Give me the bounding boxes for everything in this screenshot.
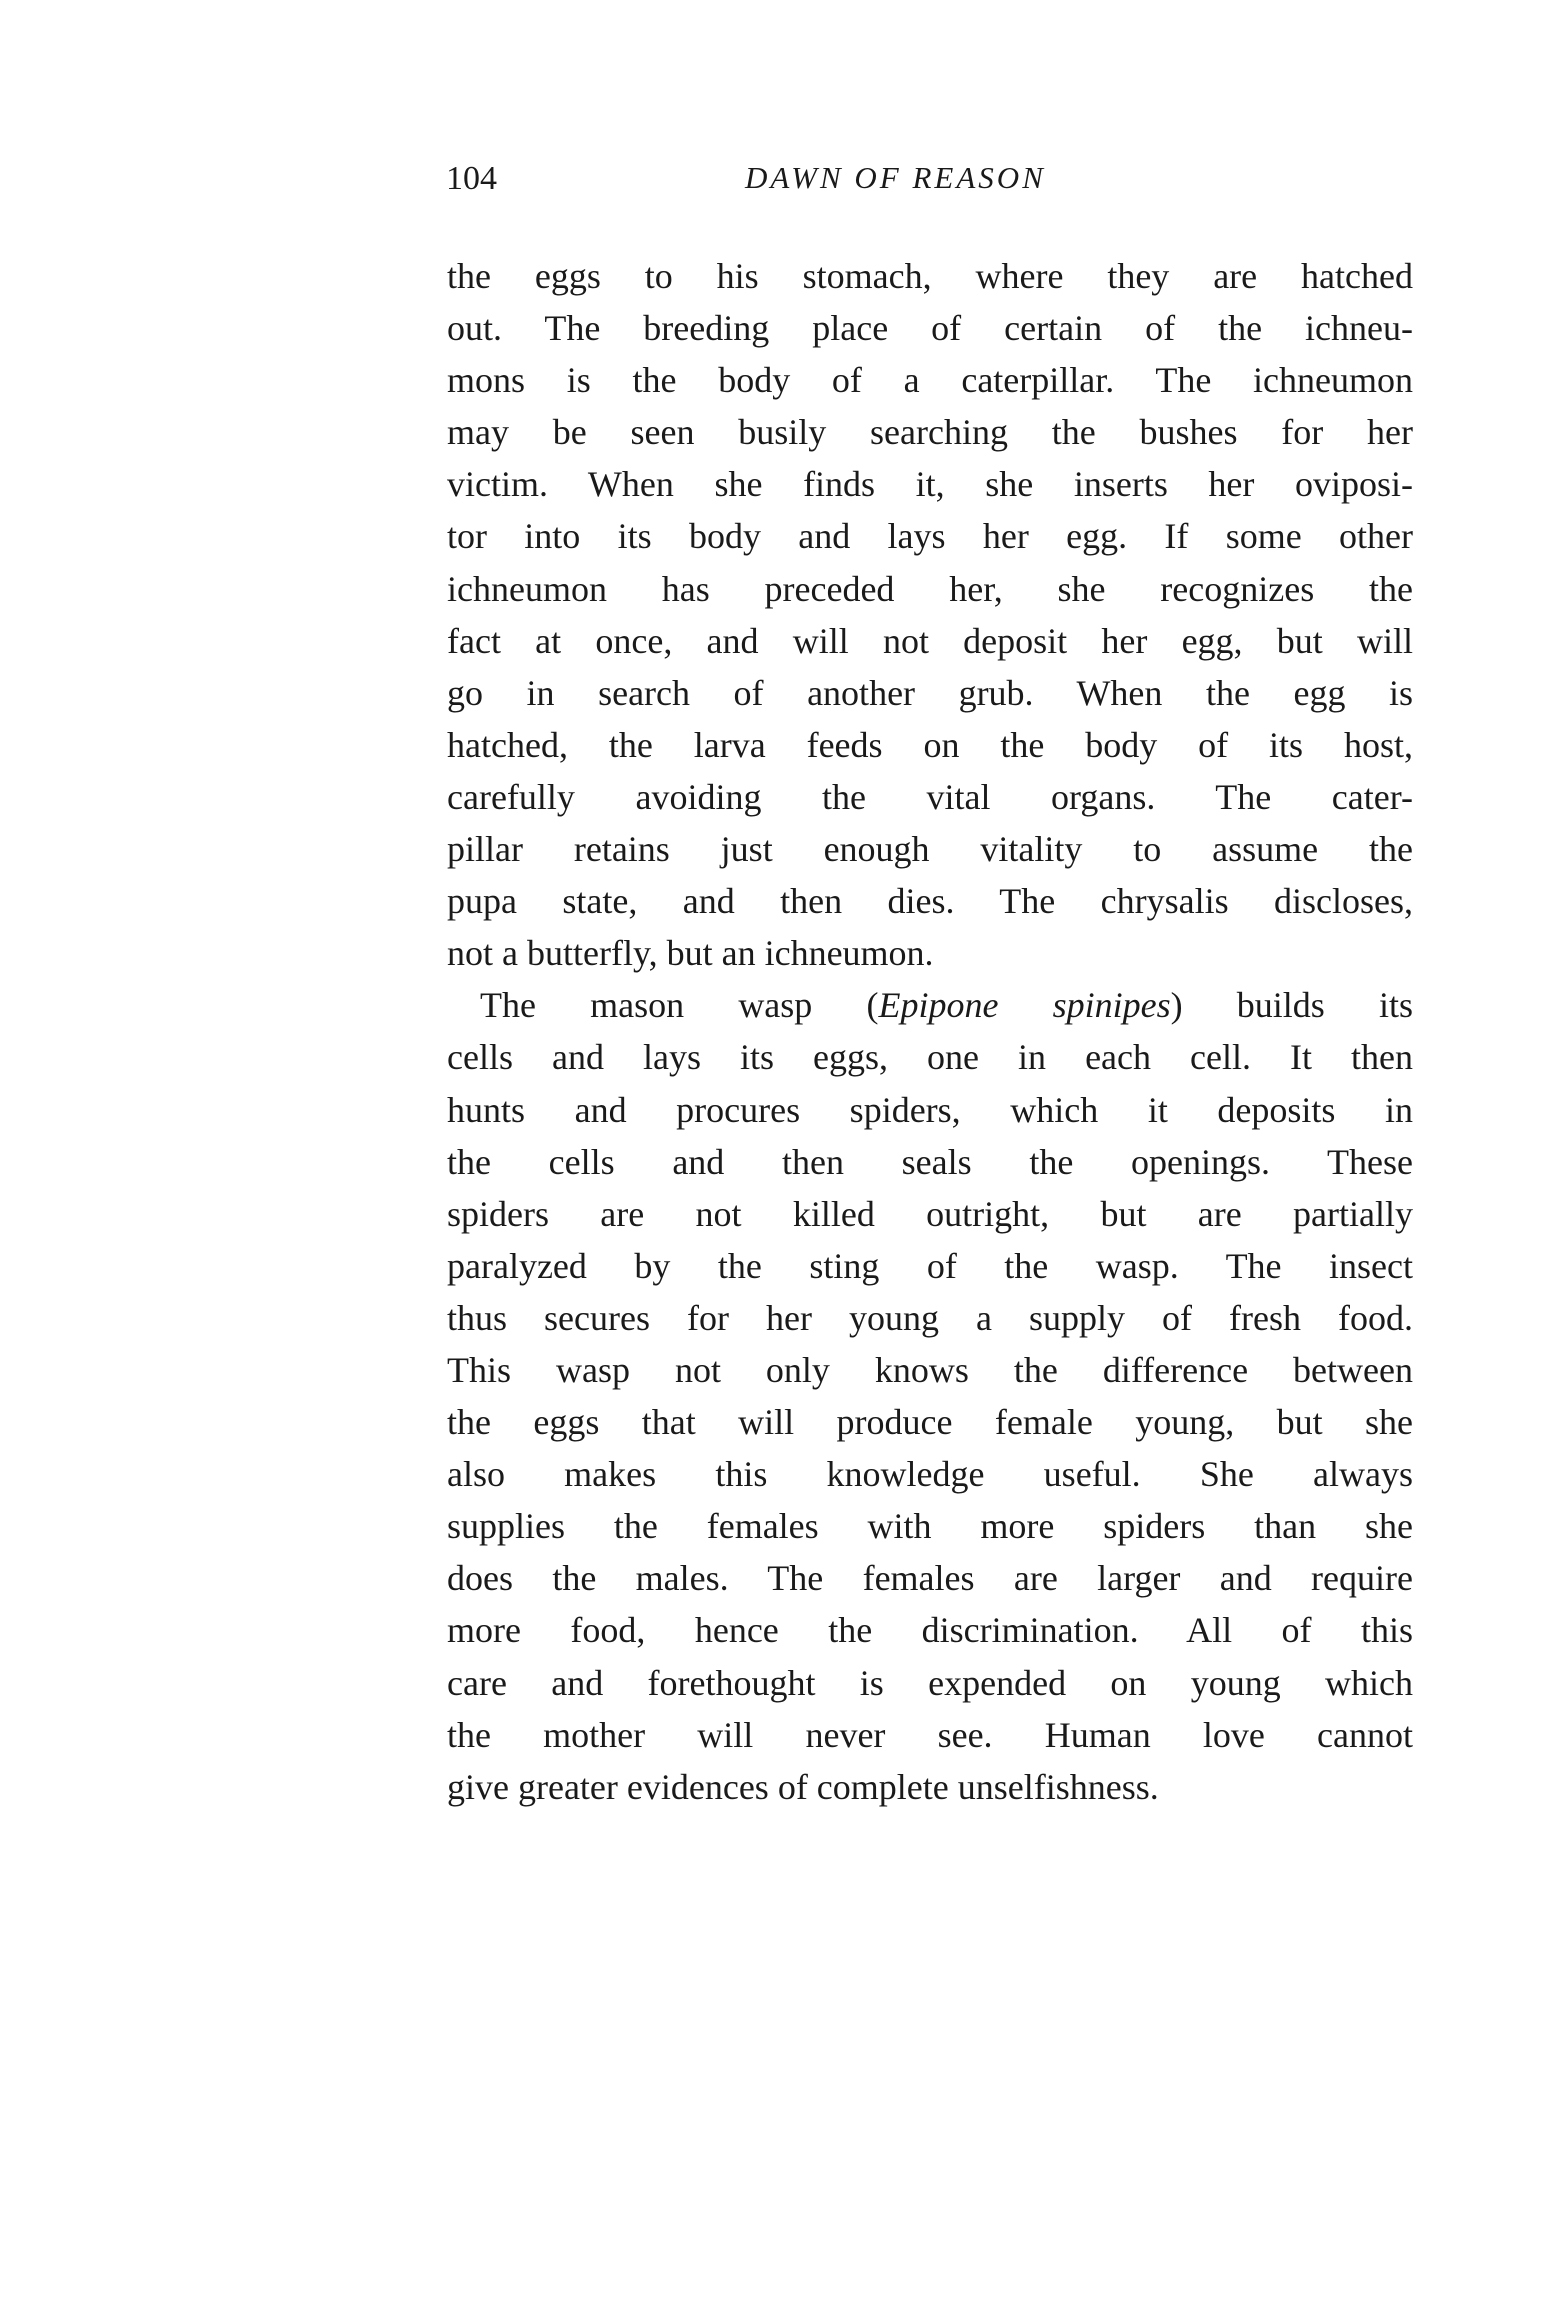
text-line: more food, hence the discrimination. All of this [447,1610,1413,1651]
paragraph-2 [447,979,1413,1813]
text-line: fact at once, and will not deposit her egg, but will [447,620,1413,661]
text-segment: The mason wasp ( [480,985,879,1026]
text-line: cells and lays its eggs, one in each cell. It then [447,1037,1413,1078]
running-title: DAWN OF REASON [745,160,1046,195]
text-line: the eggs to his stomach, where they are hatched [447,256,1413,296]
text-line: pillar retains just enough vitality to assume the [447,829,1413,870]
text-line: pupa state, and then dies. The chrysalis discloses, [447,881,1413,922]
text-line: hunts and procures spiders, which it deposits in [447,1089,1413,1130]
paragraph-1 [447,250,1413,979]
text-line: thus secures for her young a supply of fresh food. [447,1297,1413,1338]
text-line: supplies the females with more spiders than she [447,1506,1413,1547]
text-line: ichneumon has preceded her, she recognizes the [447,568,1413,609]
text-line: also makes this knowledge useful. She always [447,1454,1413,1495]
text-line: hatched, the larva feeds on the body of its host, [447,724,1413,765]
text-line: out. The breeding place of certain of the ichneu- [447,308,1413,349]
species-name: Epipone spinipes [878,985,1171,1026]
text-line: victim. When she finds it, she inserts her oviposi- [447,464,1413,505]
body-text [447,250,1413,1813]
text-line: paralyzed by the sting of the wasp. The insect [447,1245,1413,1286]
text-line: the cells and then seals the openings. These [447,1141,1413,1182]
text-line: spiders are not killed outright, but are partially [447,1193,1413,1234]
text-line: carefully avoiding the vital organs. The cater- [447,776,1413,817]
text-line: the eggs that will produce female young, but she [447,1402,1413,1443]
text-line: care and forethought is expended on young which [447,1662,1413,1703]
page-number: 104 [446,160,497,197]
text-line: give greater evidences of complete unselfishness. [447,1766,1159,1807]
text-line: the mother will never see. Human love cannot [447,1714,1413,1755]
text-line: go in search of another grub. When the egg is [447,672,1413,713]
text-line: tor into its body and lays her egg. If some other [447,516,1413,557]
text-line: mons is the body of a caterpillar. The ichneumon [447,360,1413,401]
text-line [447,979,1413,1031]
text-line: may be seen busily searching the bushes for her [447,412,1413,453]
text-line: This wasp not only knows the difference between [447,1349,1413,1390]
text-segment: ) builds its [1170,985,1413,1026]
text-line: does the males. The females are larger and require [447,1558,1413,1599]
text-line: not a butterfly, but an ichneumon. [447,933,934,974]
